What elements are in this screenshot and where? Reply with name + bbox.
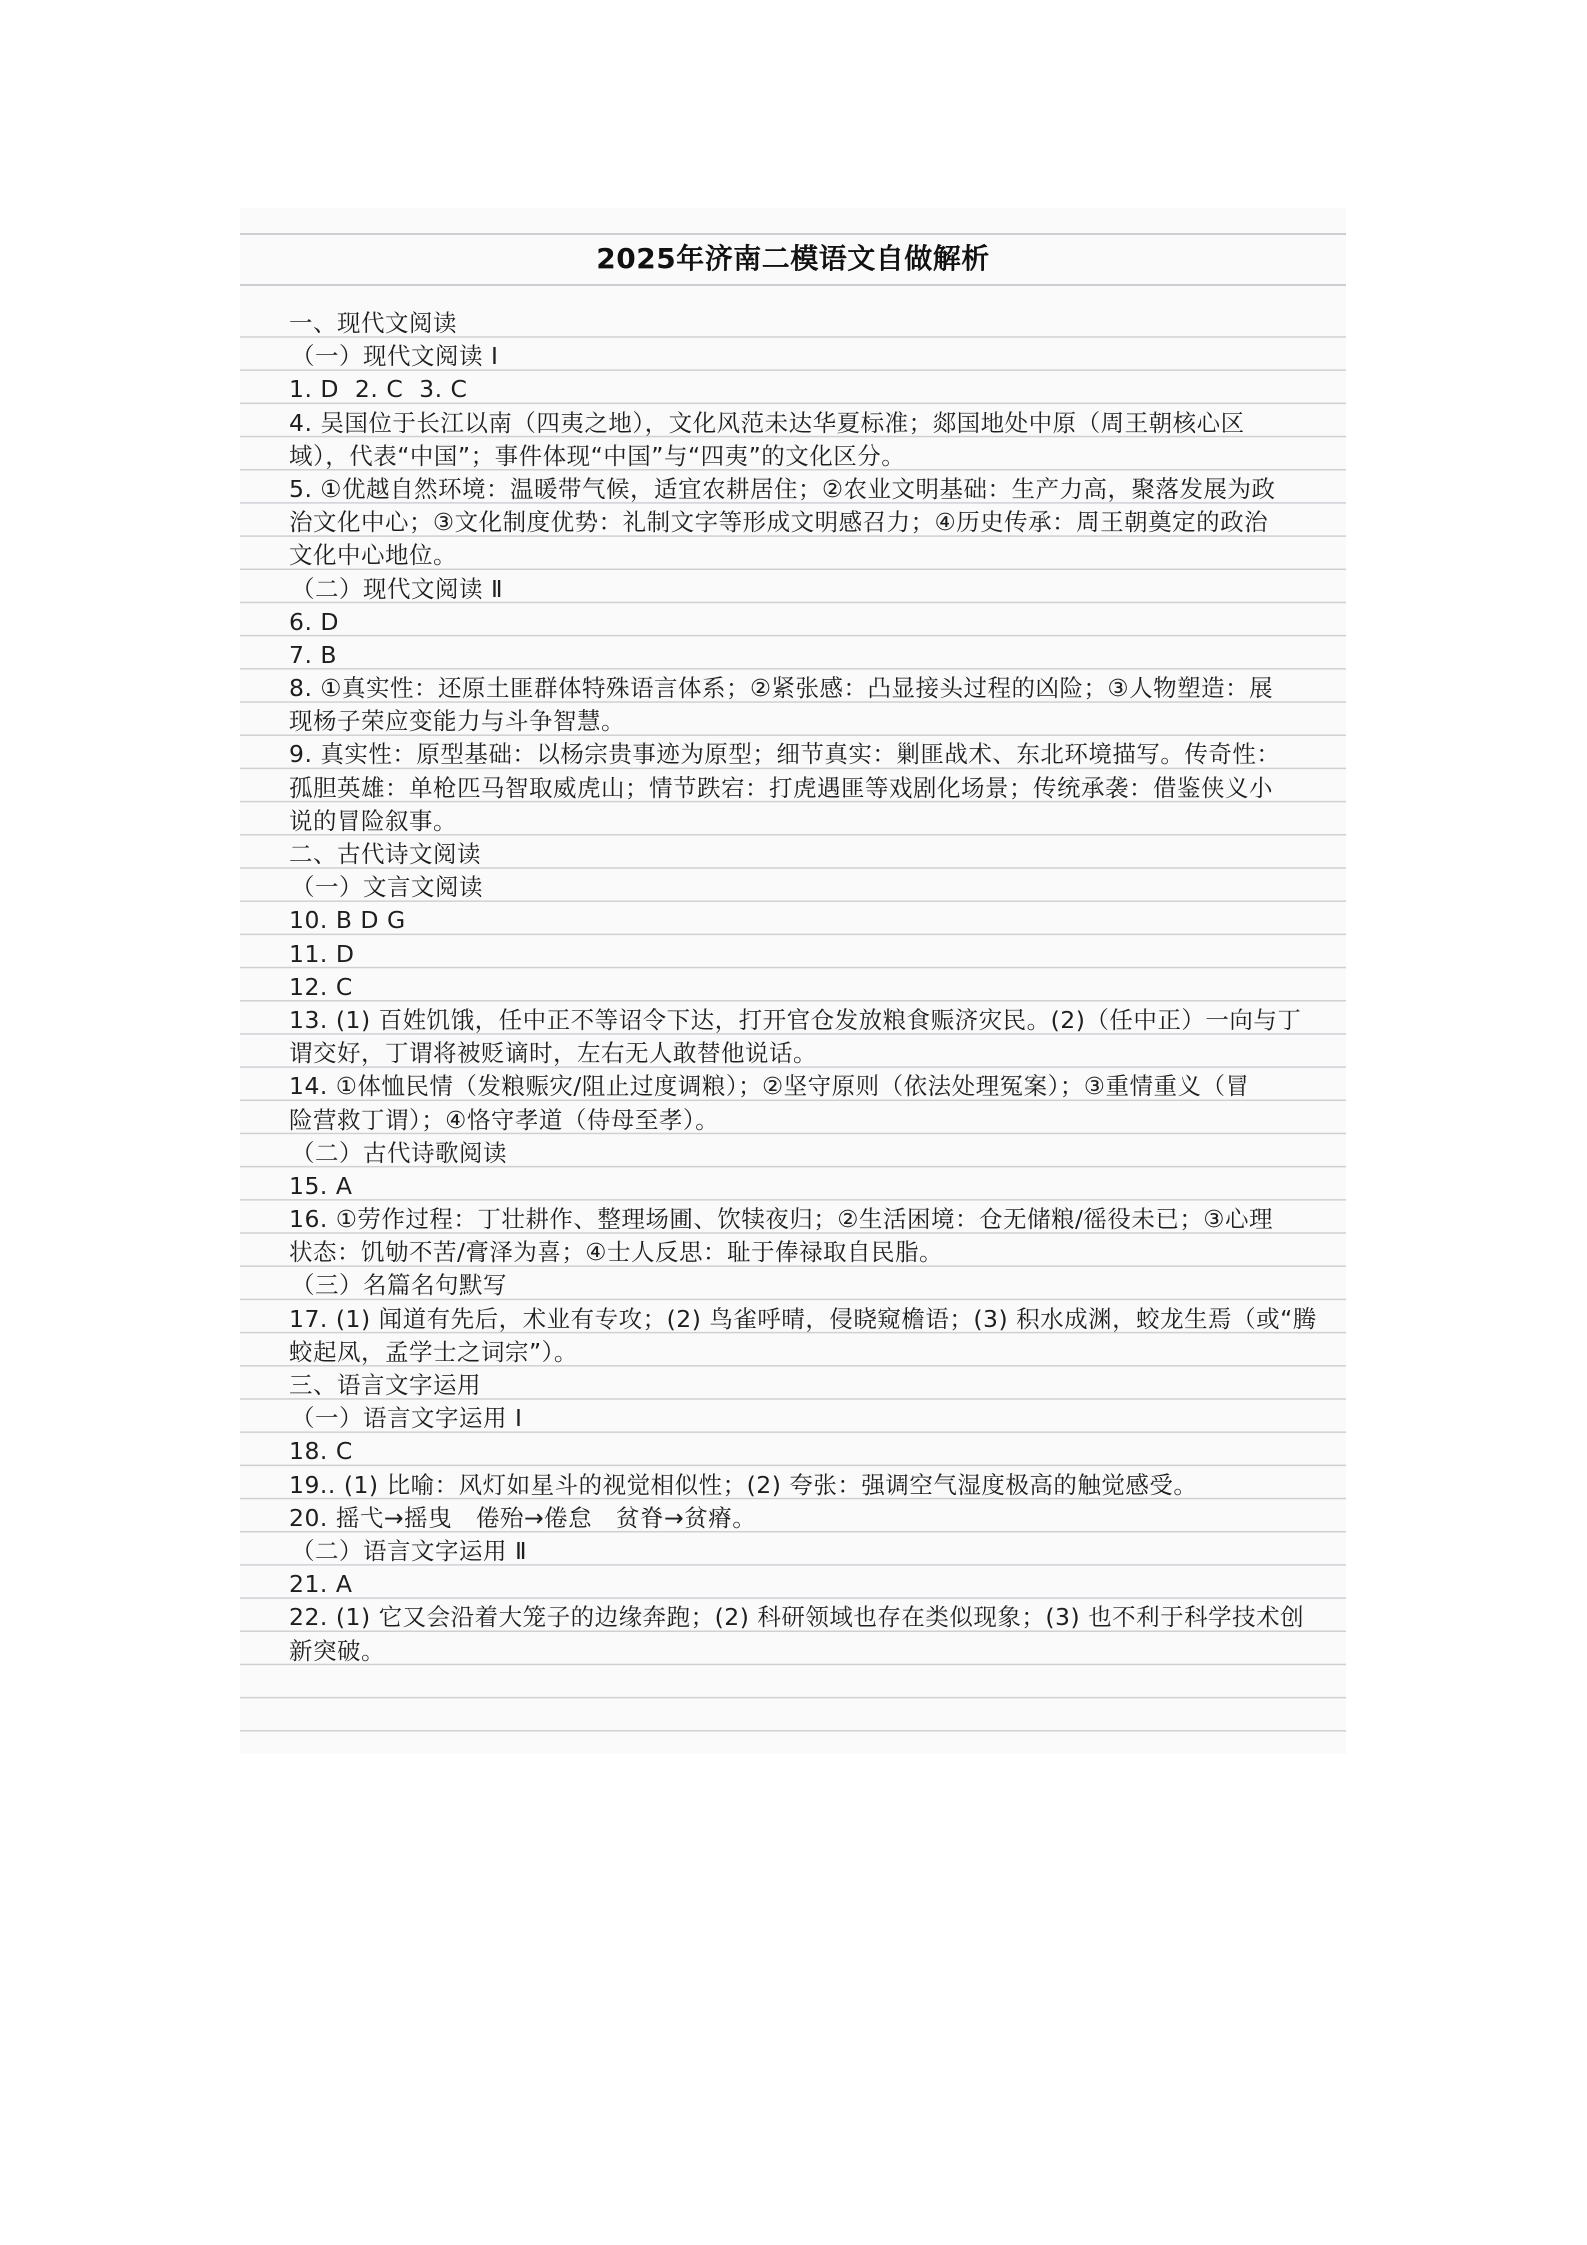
answer-item bbox=[289, 1502, 1329, 1535]
answer-item bbox=[289, 1601, 1329, 1667]
answer-line: 14. ①体恤民情（发粮赈灾/阻止过度调粮）；②坚守原则（依法处理冤案）；③重情重义（冒 bbox=[289, 1072, 1250, 1101]
answer-item bbox=[289, 904, 1329, 937]
answer-line: 1. D 2. C 3. C bbox=[289, 375, 468, 404]
ruled-area bbox=[240, 307, 1346, 1737]
answer-line: 20. 摇弋→摇曳 倦殆→倦怠 贫脊→贫瘠。 bbox=[289, 1503, 757, 1532]
answer-line: 7. B bbox=[289, 640, 338, 669]
answer-line: 8. ①真实性：还原土匪群体特殊语言体系；②紧张感：凸显接头过程的凶险；③人物塑造：展 bbox=[289, 674, 1274, 703]
answer-line: 21. A bbox=[289, 1570, 353, 1599]
answer-item bbox=[289, 1004, 1329, 1070]
answer-item bbox=[289, 373, 1329, 406]
answer-line: 13. (1) 百姓饥饿，任中正不等诏令下达，打开官仓发放粮食赈济灾民。(2)（任中正）一向与丁 bbox=[289, 1005, 1302, 1034]
answer-item bbox=[289, 606, 1329, 639]
answer-item bbox=[289, 1170, 1329, 1203]
answer-line: 11. D bbox=[289, 939, 355, 968]
answer-item bbox=[289, 738, 1329, 838]
answer-line: 孤胆英雄：单枪匹马智取威虎山；情节跌宕：打虎遇匪等戏剧化场景；传统承袭：借鉴侠义小 bbox=[289, 773, 1273, 802]
answer-line: 域），代表“中国”；事件体现“中国”与“四夷”的文化区分。 bbox=[289, 441, 906, 470]
answer-line: 16. ①劳作过程：丁壮耕作、整理场圃、饮犊夜归；②生活困境：仓无储粮/徭役未已；③心理 bbox=[289, 1205, 1273, 1234]
subsection bbox=[289, 871, 1329, 1137]
answer-item bbox=[289, 672, 1329, 738]
subsection bbox=[289, 1535, 1329, 1668]
answer-line: 17. (1) 闻道有先后，术业有专攻；(2) 鸟雀呼晴，侵晓窥檐语；(3) 积水成渊，蛟龙生焉（或“腾 bbox=[289, 1304, 1317, 1333]
answer-line: 状态：饥劬不苦/膏泽为喜；④士人反思：耻于俸禄取自民脂。 bbox=[289, 1238, 943, 1267]
subsection bbox=[289, 573, 1329, 839]
answer-item bbox=[289, 473, 1329, 573]
answer-line: 新突破。 bbox=[289, 1636, 385, 1665]
answer-item bbox=[289, 407, 1329, 473]
document-title: 2025年济南二模语文自做解析 bbox=[596, 242, 990, 275]
section-heading: 二、古代诗文阅读 bbox=[289, 840, 481, 868]
section-heading: 一、现代文阅读 bbox=[289, 309, 457, 337]
answer-line: 文化中心地位。 bbox=[289, 541, 457, 570]
subsection-heading: （二）语言文字运用 Ⅱ bbox=[291, 1536, 528, 1565]
answer-item bbox=[289, 1203, 1329, 1269]
answer-line: 22. (1) 它又会沿着大笼子的边缘奔跑；(2) 科研领域也存在类似现象；(3) 也不利于科学技术创 bbox=[289, 1603, 1305, 1632]
paper-rule bbox=[240, 284, 1346, 286]
answer-line: 18. C bbox=[289, 1437, 353, 1466]
answer-line: 15. A bbox=[289, 1171, 353, 1200]
answer-line: 险营救丁谓）；④恪守孝道（侍母至孝）。 bbox=[289, 1105, 720, 1134]
section bbox=[289, 1369, 1329, 1668]
answer-line: 6. D bbox=[289, 607, 339, 636]
answer-line: 12. C bbox=[289, 972, 353, 1001]
answer-item bbox=[289, 938, 1329, 971]
answer-item bbox=[289, 639, 1329, 672]
answer-body bbox=[289, 307, 1329, 1668]
answer-item bbox=[289, 1070, 1329, 1136]
answer-line: 蛟起凤，孟学士之词宗”）。 bbox=[289, 1337, 578, 1366]
answer-line: 说的冒险叙事。 bbox=[289, 806, 457, 835]
subsection-heading: （一）文言文阅读 bbox=[291, 873, 483, 902]
subsection-heading: （一）语言文字运用 Ⅰ bbox=[291, 1404, 523, 1433]
section bbox=[289, 838, 1329, 1369]
answer-line: 19.. (1) 比喻：风灯如星斗的视觉相似性；(2) 夸张：强调空气湿度极高的触觉感受。 bbox=[289, 1470, 1198, 1499]
subsection-heading: （二）古代诗歌阅读 bbox=[291, 1138, 507, 1167]
lined-paper bbox=[240, 208, 1346, 1754]
answer-item bbox=[289, 971, 1329, 1004]
subsection-heading: （三）名篇名句默写 bbox=[291, 1271, 507, 1300]
answer-line: 10. B D G bbox=[289, 906, 406, 935]
subsection bbox=[289, 1402, 1329, 1535]
section-heading: 三、语言文字运用 bbox=[289, 1371, 481, 1399]
answer-line: 4. 吴国位于长江以南（四夷之地），文化风范未达华夏标准；郯国地处中原（周王朝核心区 bbox=[289, 408, 1245, 437]
answer-item bbox=[289, 1303, 1329, 1369]
subsection-heading: （二）现代文阅读 Ⅱ bbox=[291, 574, 504, 603]
answer-item bbox=[289, 1568, 1329, 1601]
subsection bbox=[289, 1137, 1329, 1270]
answer-item bbox=[289, 1469, 1329, 1502]
subsection-heading: （一）现代文阅读 Ⅰ bbox=[291, 342, 499, 371]
answer-item bbox=[289, 1435, 1329, 1468]
answer-line: 5. ①优越自然环境：温暖带气候，适宜农耕居住；②农业文明基础：生产力高，聚落发展为政 bbox=[289, 474, 1276, 503]
subsection bbox=[289, 1269, 1329, 1369]
answer-line: 谓交好，丁谓将被贬谪时，左右无人敢替他说话。 bbox=[289, 1039, 817, 1068]
answer-line: 治文化中心；③文化制度优势：礼制文字等形成文明感召力；④历史传承：周王朝奠定的政治 bbox=[289, 508, 1269, 537]
answer-line: 现杨子荣应变能力与斗争智慧。 bbox=[289, 707, 625, 736]
section bbox=[289, 307, 1329, 838]
subsection bbox=[289, 340, 1329, 572]
answer-line: 9. 真实性：原型基础：以杨宗贵事迹为原型；细节真实：剿匪战术、东北环境描写。传奇性： bbox=[289, 740, 1281, 769]
